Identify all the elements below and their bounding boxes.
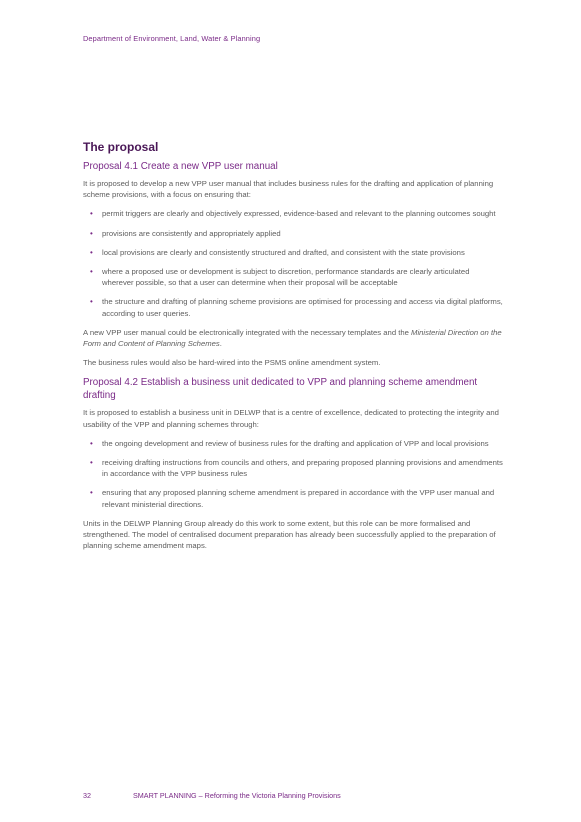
ministerial-direction-title: Ministerial Direction on the Form and Content of Planning Schemes — [83, 327, 502, 349]
bullet-icon: • — [90, 297, 93, 307]
bullet-icon: • — [90, 488, 93, 498]
bullet-item — [83, 296, 503, 318]
proposal-1-intro: It is proposed to develop a new VPP user manual that includes business rules for the drafting and application of planning scheme provisions, with a focus on ensuring that: — [83, 179, 494, 200]
proposal-1-paragraph-3: The business rules would also be hard-wired into the PSMS online amendment system. — [83, 358, 381, 368]
bullet-icon: • — [90, 458, 93, 468]
proposal-1-heading: Proposal 4.1 Create a new VPP user manual — [83, 161, 278, 172]
page-number: 32 — [83, 791, 91, 800]
bullet-icon: • — [90, 267, 93, 277]
proposal-2-bullet-list — [83, 438, 503, 510]
bullet-item — [83, 487, 503, 509]
bullet-text: provisions are consistently and appropriately applied — [102, 228, 281, 238]
proposal-2-paragraph-2: Units in the DELWP Planning Group already do this work to some extent, but this role can be more formalised and strengthened. The model of centralised document preparation has already been successfully applied to the preparation of planning scheme amendment maps. — [83, 518, 496, 551]
paragraph-text: . — [219, 339, 222, 349]
bullet-text: the structure and drafting of planning scheme provisions are optimised for processing and access via digital platforms, according to user queries. — [102, 297, 503, 318]
bullet-item — [83, 208, 503, 219]
section-title: The proposal — [83, 140, 159, 154]
bullet-item — [83, 457, 503, 479]
main-content — [83, 140, 503, 559]
bullet-icon: • — [90, 209, 93, 219]
proposal-1-bullet-list — [83, 208, 503, 318]
footer-title: SMART PLANNING – Reforming the Victoria Planning Provisions — [133, 791, 341, 800]
proposal-2-intro: It is proposed to establish a business unit in DELWP that is a centre of excellence, dedicated to protecting the integrity and usability of the VPP and planning schemes through: — [83, 408, 499, 429]
page-footer — [83, 791, 341, 800]
bullet-text: where a proposed use or development is subject to discretion, performance standards are clearly articulated wherever possible, so that a user can determine when their proposal will be acceptable — [102, 267, 470, 288]
proposal-1-paragraph-2 — [83, 327, 503, 349]
bullet-icon: • — [90, 438, 93, 448]
bullet-item — [83, 266, 503, 288]
department-header: Department of Environment, Land, Water & Planning — [83, 34, 261, 43]
bullet-text: receiving drafting instructions from councils and others, and preparing proposed planning provisions and amendments in accordance with the VPP business rules — [102, 458, 503, 479]
bullet-item — [83, 438, 503, 449]
proposal-2-heading: Proposal 4.2 Establish a business unit dedicated to VPP and planning scheme amendment drafting — [83, 377, 478, 402]
bullet-text: permit triggers are clearly and objectively expressed, evidence-based and relevant to the planning outcomes sought — [102, 209, 496, 219]
bullet-icon: • — [90, 247, 93, 257]
bullet-item — [83, 228, 503, 239]
bullet-icon: • — [90, 228, 93, 238]
bullet-text: local provisions are clearly and consistently structured and drafted, and consistent with the state provisions — [102, 247, 465, 257]
bullet-item — [83, 247, 503, 258]
bullet-text: ensuring that any proposed planning scheme amendment is prepared in accordance with the VPP user manual and relevant ministerial directions. — [102, 488, 495, 509]
paragraph-text: A new VPP user manual could be electronically integrated with the necessary templates and the — [83, 327, 412, 337]
bullet-text: the ongoing development and review of business rules for the drafting and application of VPP and local provisions — [102, 438, 489, 448]
